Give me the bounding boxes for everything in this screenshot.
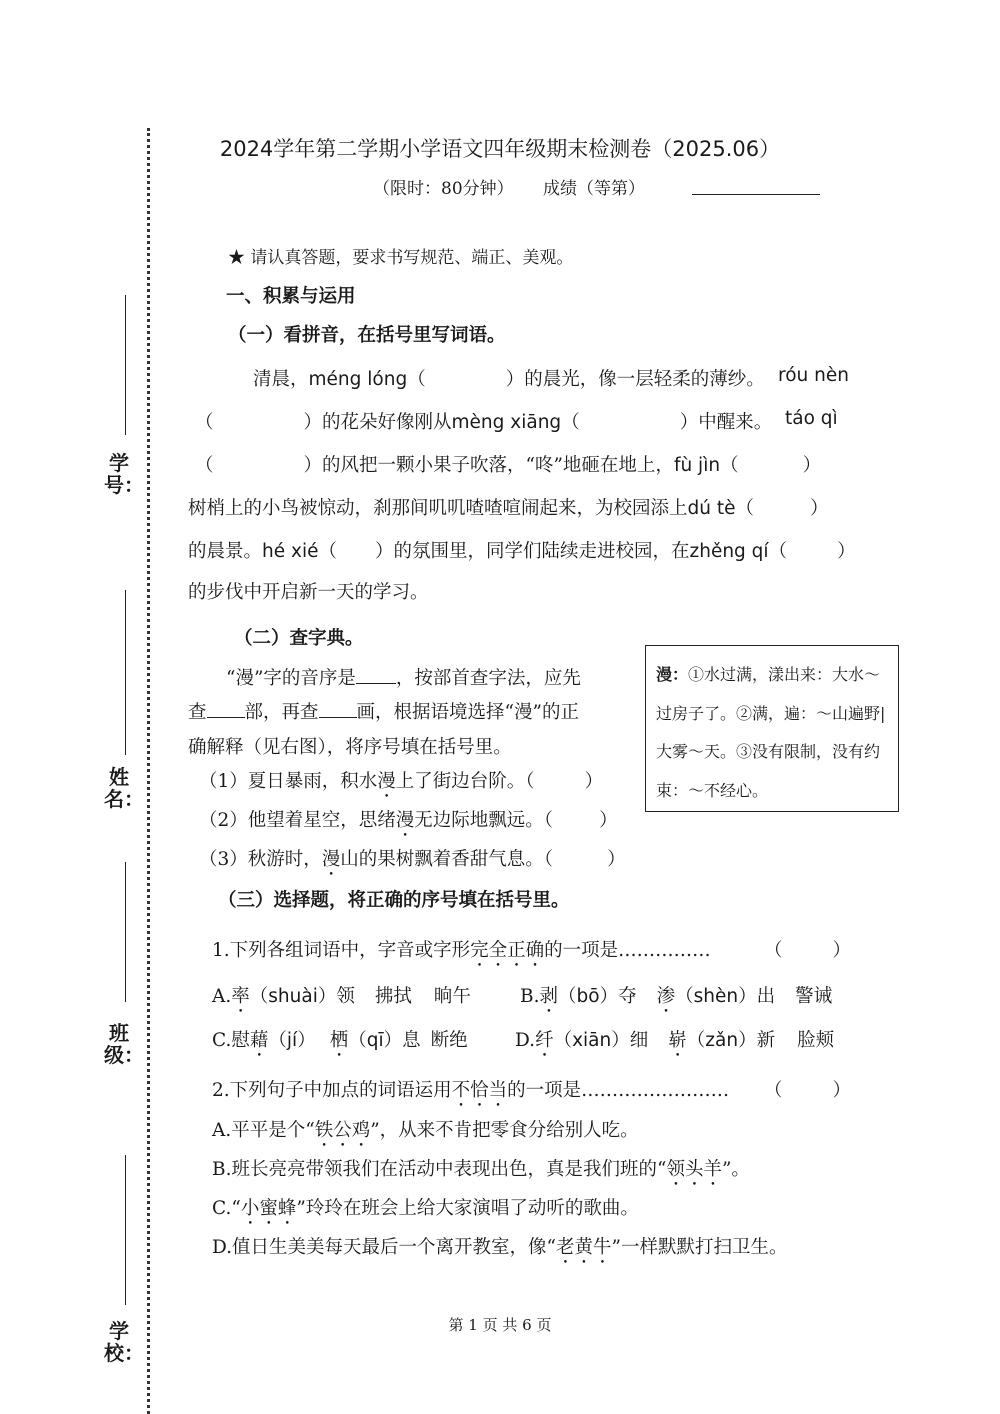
q2-answer-paren[interactable]: （ ） xyxy=(764,1080,852,1101)
time-limit: （限时：80分钟） xyxy=(373,179,514,199)
pinyin: méng lóng xyxy=(308,369,408,390)
binding-dotted-line xyxy=(147,128,150,1414)
name-line xyxy=(125,590,126,755)
class-line xyxy=(125,862,126,1002)
pinyin-line-1: 清晨，méng lóng（ ）的晨光，像一层轻柔的薄纱。 xyxy=(253,369,765,390)
page-footer: 第 1 页 共 6 页 xyxy=(448,1316,552,1334)
part2-title: （二）查字典。 xyxy=(234,628,364,649)
student-id-line xyxy=(125,295,126,435)
q2-option-c: C.“小蜜蜂”玲玲在班会上给大家演唱了动听的歌曲。 xyxy=(212,1198,639,1219)
q1-option-c: C.慰藉（jí） 栖（qī）息 断绝 xyxy=(212,1030,468,1051)
q2-option-d: D.值日生美美每天最后一个离开教室，像“老黄牛”一样默默打扫卫生。 xyxy=(212,1237,788,1258)
pinyin: mèng xiāng xyxy=(451,412,562,433)
student-id-label: 学号： xyxy=(104,451,144,497)
pinyin: zhěng qí xyxy=(689,541,769,562)
part3-title: （三）选择题，将正确的序号填在括号里。 xyxy=(218,890,570,911)
dict-intro-3: 确解释（见右图），将序号填在括号里。 xyxy=(188,737,512,758)
class-label: 班级： xyxy=(104,1021,144,1067)
pinyin: fù jìn xyxy=(673,455,721,476)
score-label: 成绩（等第） xyxy=(543,179,645,199)
pinyin: dú tè xyxy=(687,498,736,519)
dict-question-3: （3）秋游时，漫山的果树飘着香甜气息。（ ） xyxy=(199,849,626,870)
answer-blank[interactable] xyxy=(356,667,396,684)
pinyin: táo qì xyxy=(785,408,838,429)
pinyin-line-6: 的步伐中开启新一天的学习。 xyxy=(188,582,429,603)
q1-option-a: A.率（shuài）领 拂拭 晌午 xyxy=(212,986,471,1007)
q1-stem: 1.下列各组词语中，字音或字形完全正确的一项是…………… xyxy=(212,940,711,961)
q2-option-a: A.平平是个“铁公鸡”，从来不肯把零食分给别人吃。 xyxy=(212,1120,639,1141)
q1-option-d: D.纤（xiān）细 崭（zǎn）新 脸颊 xyxy=(515,1030,835,1051)
score-blank[interactable] xyxy=(692,194,820,195)
pinyin-line-4: 树梢上的小鸟被惊动，刹那间叽叽喳喳喧闹起来，为校园添上dú tè（ ） xyxy=(188,498,829,519)
q1-option-b: B.剥（bō）夺 渗（shèn）出 警诫 xyxy=(520,986,833,1007)
pinyin: hé xié xyxy=(262,541,319,562)
part1-title: （一）看拼音，在括号里写词语。 xyxy=(228,325,506,346)
school-line xyxy=(125,1155,126,1305)
pinyin-line-2: （ ）的花朵好像刚从mèng xiāng（ ）中醒来。 xyxy=(195,412,773,433)
pinyin-line-5: 的晨景。hé xié（ ）的氛围里，同学们陆续走进校园，在zhěng qí（ ） xyxy=(188,541,856,562)
page-title: 2024学年第二学期小学语文四年级期末检测卷（2025.06） xyxy=(219,137,781,161)
answer-blank[interactable] xyxy=(207,701,245,718)
q2-stem: 2.下列句子中加点的词语运用不恰当的一项是…………………… xyxy=(212,1080,730,1101)
answer-blank[interactable] xyxy=(319,701,357,718)
q2-option-b: B.班长亮亮带领我们在活动中表现出色，真是我们班的“领头羊”。 xyxy=(212,1159,750,1180)
dict-intro-1: “漫”字的音序是 ，按部首查字法，应先 xyxy=(226,668,581,689)
dict-question-2: （2）他望着星空，思绪漫无边际地飘远。（ ） xyxy=(199,810,618,831)
q1-answer-paren[interactable]: （ ） xyxy=(764,940,852,961)
dict-question-1: （1）夏日暴雨，积水漫上了街边台阶。（ ） xyxy=(199,771,604,792)
pinyin: róu nèn xyxy=(778,365,849,386)
pinyin-line-3: （ ）的风把一颗小果子吹落，“咚”地砸在地上，fù jìn（ ） xyxy=(195,455,822,476)
dict-intro-2: 查 部，再查 画，根据语境选择“漫”的正 xyxy=(188,702,579,723)
instruction: ★ 请认真答题，要求书写规范、端正、美观。 xyxy=(228,248,574,268)
section1-title: 一、积累与运用 xyxy=(226,286,356,307)
school-label: 学校： xyxy=(104,1319,144,1365)
dictionary-box: 漫：①水过满，漾出来：大水～过房子了。②满，遍：～山遍野|大雾～天。③没有限制，没有约束：～不经心。 xyxy=(645,645,899,812)
name-label: 姓名： xyxy=(104,765,144,811)
